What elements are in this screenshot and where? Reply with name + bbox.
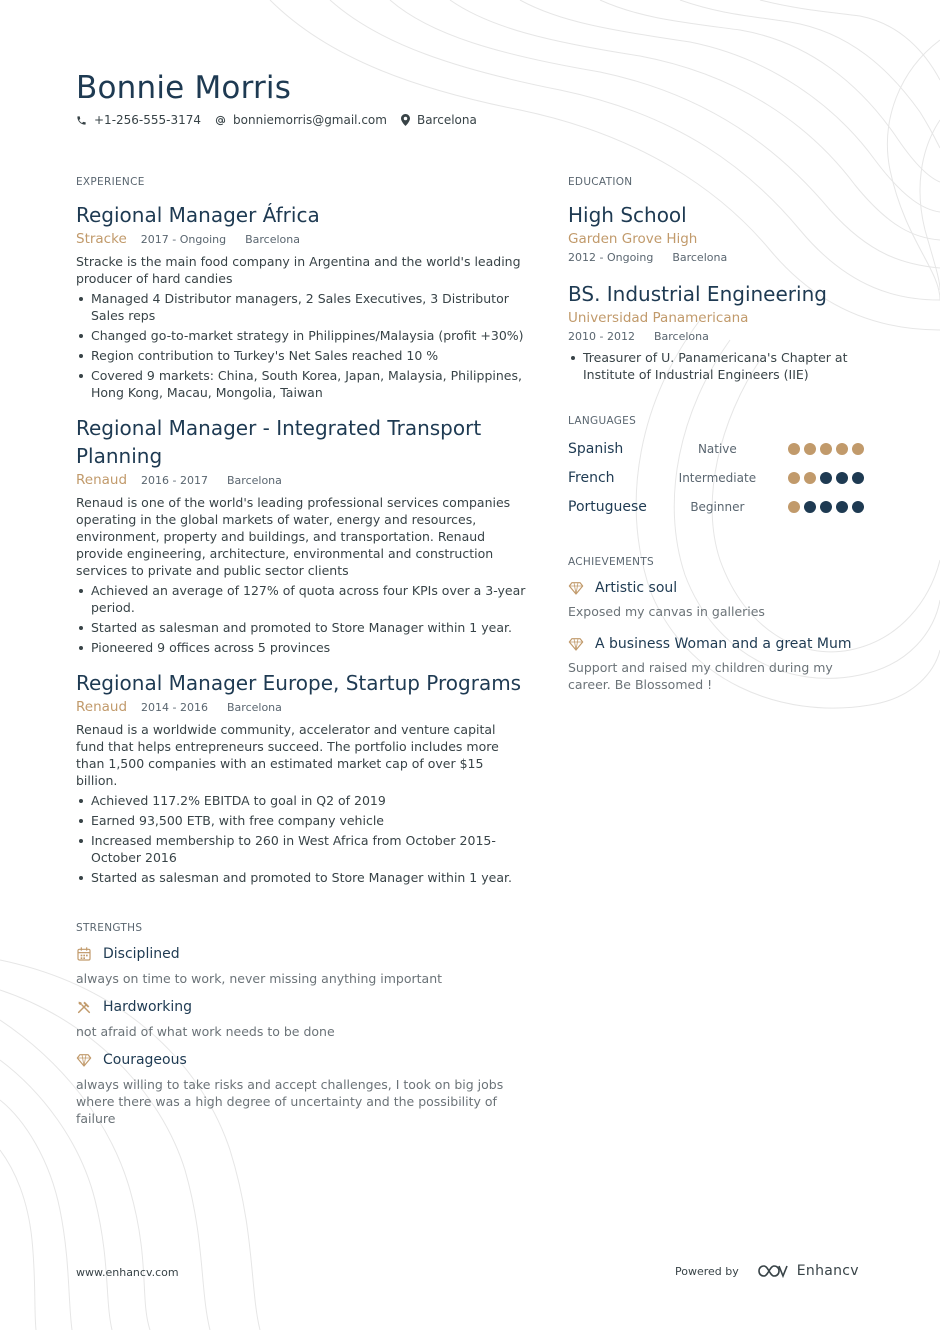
job-meta — [76, 699, 526, 715]
strength-title: Hardworking — [103, 999, 193, 1015]
contact-bar — [76, 113, 491, 127]
location-pin-icon — [401, 114, 410, 126]
rating-dot-filled — [788, 472, 800, 484]
strength-item — [76, 1052, 526, 1127]
rating-dot-empty — [852, 501, 864, 513]
school-name: Garden Grove High — [568, 231, 698, 247]
rating-dot-empty — [804, 501, 816, 513]
tools-icon — [76, 999, 92, 1015]
job-dates: 2017 - Ongoing — [140, 233, 227, 246]
calendar-icon — [76, 946, 92, 962]
diamond-icon — [568, 636, 584, 652]
bullet-item: Changed go-to-market strategy in Philippines/Malaysia (profit +30%) — [76, 327, 526, 344]
bullet-item: Region contribution to Turkey's Net Sales reached 10 % — [76, 347, 526, 364]
rating-dot-filled — [852, 443, 864, 455]
bullet-item: Increased membership to 260 in West Africa from October 2015-October 2016 — [76, 832, 526, 866]
experience-item — [76, 669, 526, 886]
company-name: Stracke — [76, 231, 127, 247]
education-item — [568, 201, 868, 264]
bullet-item: Managed 4 Distributor managers, 2 Sales Executives, 3 Distributor Sales reps — [76, 290, 526, 324]
job-title: Regional Manager África — [76, 203, 320, 227]
language-level: Native — [697, 441, 737, 456]
rating-dot-filled — [836, 443, 848, 455]
strength-description: always willing to take risks and accept challenges, I took on big jobs where there was a high degree of uncertainty and the possibility of failure — [76, 1077, 504, 1126]
footer-website[interactable]: www.enhancv.com — [76, 1266, 179, 1279]
strength-item — [76, 999, 526, 1040]
experience-item — [76, 414, 526, 656]
rating-dot-empty — [820, 501, 832, 513]
bullet-item: Achieved 117.2% EBITDA to goal in Q2 of 2019 — [76, 792, 526, 809]
achievement-title: Artistic soul — [595, 580, 678, 596]
bullet-item: Covered 9 markets: China, South Korea, Japan, Malaysia, Philippines, Hong Kong, Macau, Mongolia, Taiwan — [76, 367, 526, 401]
email-text[interactable]: bonniemorris@gmail.com — [233, 113, 387, 127]
rating-dot-filled — [804, 472, 816, 484]
language-name: French — [568, 469, 615, 486]
education-bullets — [568, 349, 868, 383]
bullet-item: Started as salesman and promoted to Store Manager within 1 year. — [76, 619, 526, 636]
language-row — [568, 493, 868, 520]
rating-dot-empty — [836, 472, 848, 484]
strength-description: not afraid of what work needs to be done — [76, 1024, 335, 1039]
job-description: Stracke is the main food company in Argentina and the world's leading producer of hard candies — [76, 254, 521, 286]
strength-item — [76, 946, 526, 987]
rating-dot-filled — [820, 443, 832, 455]
contact-phone — [76, 113, 201, 127]
strength-title: Courageous — [103, 1052, 187, 1068]
strengths-section — [76, 922, 526, 1127]
rating-dot-filled — [788, 443, 800, 455]
job-title: Regional Manager - Integrated Transport Planning — [76, 416, 482, 468]
bullet-item: Earned 93,500 ETB, with free company vehicle — [76, 812, 526, 829]
education-item — [568, 280, 868, 383]
school-name: Universidad Panamericana — [568, 310, 749, 326]
education-location: Barcelona — [672, 251, 728, 264]
rating-dot-filled — [804, 443, 816, 455]
experience-item — [76, 201, 526, 401]
phone-icon — [76, 115, 87, 126]
achievements-heading: ACHIEVEMENTS — [568, 556, 655, 568]
rating-dot-filled — [788, 501, 800, 513]
languages-section — [568, 415, 868, 520]
achievement-description: Support and raised my children during my career. Be Blossomed ! — [568, 660, 833, 692]
bullet-item: Started as salesman and promoted to Store Manager within 1 year. — [76, 869, 526, 886]
contact-email — [215, 113, 387, 127]
footer-branding[interactable] — [675, 1263, 859, 1279]
job-location: Barcelona — [227, 701, 282, 714]
location-text: Barcelona — [416, 113, 477, 127]
rating-dot-empty — [836, 501, 848, 513]
job-title: Regional Manager Europe, Startup Programs — [76, 671, 522, 695]
education-location: Barcelona — [653, 330, 709, 343]
powered-by-label: Powered by — [675, 1264, 739, 1278]
language-rating — [788, 443, 868, 455]
job-location: Barcelona — [227, 474, 282, 487]
language-rating — [788, 472, 868, 484]
strength-description: always on time to work, never missing anything important — [76, 971, 443, 986]
strength-title: Disciplined — [103, 946, 180, 962]
achievement-item — [568, 580, 868, 620]
right-column — [568, 176, 868, 693]
language-name: Spanish — [568, 440, 624, 457]
language-row — [568, 435, 868, 462]
job-description: Renaud is a worldwide community, accelerator and venture capital fund that helps entrepreneurs succeed. The portfolio includes more than 1,500 companies with an estimated market cap of over $15 billion. — [76, 722, 499, 788]
job-location: Barcelona — [245, 233, 300, 246]
achievement-item — [568, 636, 868, 693]
experience-heading: EXPERIENCE — [76, 176, 145, 188]
job-dates: 2016 - 2017 — [141, 474, 208, 487]
language-level: Intermediate — [678, 470, 757, 485]
education-heading: EDUCATION — [568, 176, 633, 188]
degree-title: High School — [568, 203, 687, 227]
bullet-item: Treasurer of U. Panamericana's Chapter at Institute of Industrial Engineers (IIE) — [568, 349, 868, 383]
enhancv-logo-icon — [757, 1263, 789, 1279]
job-bullets — [76, 290, 526, 401]
company-name: Renaud — [76, 472, 128, 488]
job-bullets — [76, 792, 526, 886]
job-meta — [76, 472, 526, 488]
achievement-title: A business Woman and a great Mum — [595, 636, 852, 652]
phone-text[interactable]: +1-256-555-3174 — [94, 113, 202, 127]
bullet-item: Pioneered 9 offices across 5 provinces — [76, 639, 526, 656]
job-description: Renaud is one of the world's leading professional services companies operating in the global markets of water, energy and resources, environment, property and buildings, and transportation. Renaud provide engineering, architecture, environmental and construction services to private and public sector clients — [76, 495, 511, 578]
education-dates: 2010 - 2012 — [568, 330, 635, 343]
at-icon — [215, 115, 226, 126]
degree-title: BS. Industrial Engineering — [568, 282, 827, 306]
languages-heading: LANGUAGES — [568, 415, 637, 427]
diamond-icon — [568, 580, 584, 596]
education-dates: 2012 - Ongoing — [568, 251, 654, 264]
left-column — [76, 176, 526, 1127]
rating-dot-empty — [820, 472, 832, 484]
job-bullets — [76, 582, 526, 656]
strengths-heading: STRENGTHS — [76, 922, 143, 934]
bullet-item: Achieved an average of 127% of quota across four KPIs over a 3-year period. — [76, 582, 526, 616]
job-dates: 2014 - 2016 — [141, 701, 208, 714]
achievements-section — [568, 556, 868, 693]
language-rating — [788, 501, 868, 513]
language-row — [568, 464, 868, 491]
diamond-icon — [76, 1052, 92, 1068]
language-level: Beginner — [690, 499, 745, 514]
contact-location — [401, 113, 477, 127]
achievement-description: Exposed my canvas in galleries — [568, 604, 765, 619]
candidate-name: Bonnie Morris — [76, 70, 292, 106]
language-name: Portuguese — [568, 498, 647, 515]
company-name: Renaud — [76, 699, 128, 715]
job-meta — [76, 231, 526, 247]
brand-name: Enhancv — [796, 1263, 859, 1279]
rating-dot-empty — [852, 472, 864, 484]
